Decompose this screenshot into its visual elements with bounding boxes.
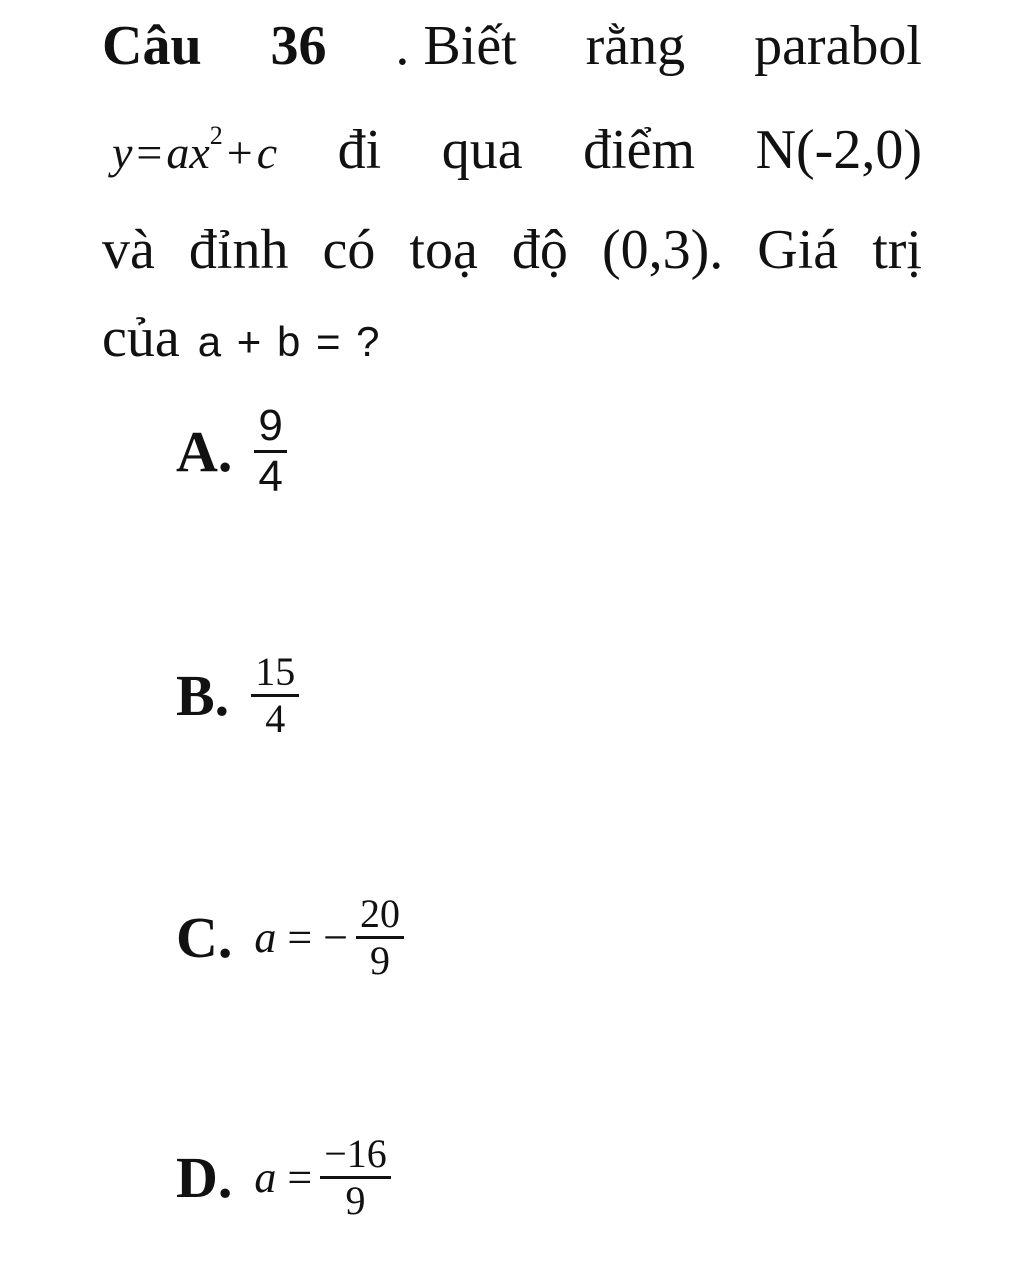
option-b[interactable]	[176, 650, 299, 741]
question-line-4	[102, 307, 382, 369]
question-label: Câu	[102, 15, 202, 77]
option-c[interactable]	[176, 892, 404, 983]
question-heading	[102, 15, 202, 77]
option-label: A.	[176, 419, 233, 485]
option-d[interactable]	[176, 1132, 391, 1223]
question-word: đi	[337, 119, 382, 181]
option-equation	[254, 912, 348, 963]
question-word: đỉnh	[188, 219, 289, 281]
fraction-denominator: 4	[265, 696, 286, 741]
option-fraction	[356, 892, 404, 983]
question-word: . Biết	[395, 15, 517, 77]
option-a[interactable]	[176, 402, 287, 502]
question-word: và	[102, 219, 155, 281]
question-word: điểm	[583, 119, 696, 181]
fraction-denominator: 4	[258, 452, 283, 502]
fraction-denominator: 9	[345, 1178, 366, 1223]
option-label: C.	[176, 905, 233, 970]
variable-a: a	[254, 913, 277, 962]
option-fraction	[320, 1132, 391, 1223]
fraction-numerator: 20	[360, 891, 401, 936]
fraction-numerator: 15	[255, 649, 296, 694]
question-line-1	[102, 15, 922, 77]
question-word: rằng	[585, 15, 686, 77]
question-line-2	[112, 119, 922, 181]
fraction-numerator: 9	[258, 401, 283, 450]
formula-plus: +	[226, 127, 253, 178]
equals-sign: =	[287, 1153, 313, 1202]
point-n: N(-2,0)	[755, 119, 922, 181]
fraction-denominator: 9	[370, 938, 391, 983]
question-word: trị	[872, 219, 922, 281]
question-number: 36	[270, 15, 327, 77]
option-fraction	[251, 650, 299, 741]
question-line-3	[102, 219, 922, 281]
fraction-numerator: −16	[324, 1131, 387, 1176]
question-word: độ	[511, 219, 568, 281]
question-word: toạ	[409, 219, 478, 281]
question-word: Giá	[757, 219, 839, 281]
formula-y: y	[112, 127, 133, 178]
formula-c: c	[256, 127, 278, 178]
question-word: có	[322, 219, 376, 281]
formula-ax: ax	[166, 127, 210, 178]
equals-minus: = −	[287, 913, 349, 962]
vertex-point: (0,3).	[601, 219, 724, 281]
option-equation	[254, 1152, 312, 1203]
question-word: qua	[441, 119, 523, 181]
formula-exponent: 2	[209, 120, 223, 150]
question-word: parabol	[754, 15, 922, 77]
question-word: của	[102, 307, 180, 369]
option-label: D.	[176, 1145, 233, 1210]
option-fraction	[254, 402, 286, 502]
option-label: B.	[176, 663, 230, 728]
variable-a: a	[254, 1153, 277, 1202]
formula-equals: =	[136, 127, 163, 178]
parabola-formula	[112, 120, 278, 178]
sum-expression: a + b = ?	[197, 318, 382, 365]
